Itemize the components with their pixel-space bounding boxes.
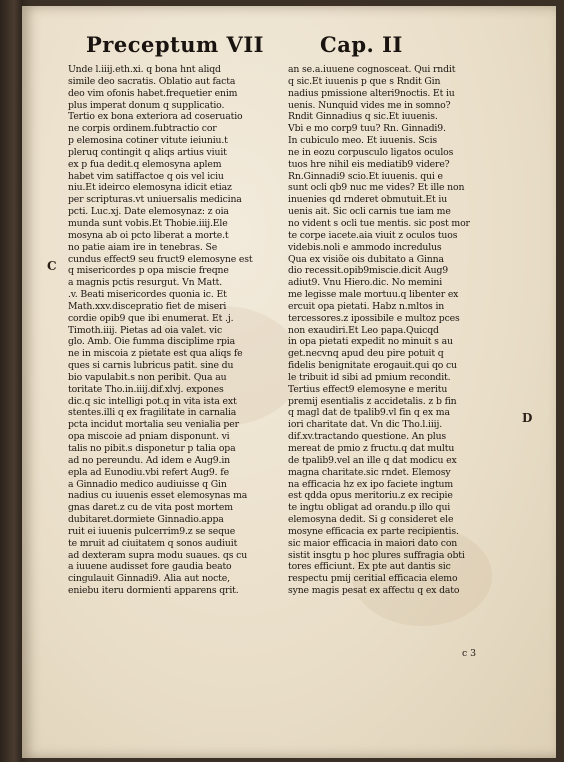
text-line: Tertio ex bona exteriora ad coseruatio bbox=[68, 111, 243, 123]
text-column-right bbox=[288, 64, 520, 597]
header-title-right: Cap. II bbox=[320, 32, 403, 57]
text-line: toritate Tho.in.iiij.dif.xlvj. expones bbox=[68, 383, 224, 395]
text-line: gnas daret.z cu de vita post mortem bbox=[68, 502, 233, 514]
text-line: mosyne efficacia ex parte recipientis. bbox=[288, 525, 459, 537]
text-line: Tertius effect9 elemosyne e meritu bbox=[288, 383, 448, 395]
text-line: Qua ex visiõe ois dubitato a Ginna bbox=[288, 253, 444, 265]
text-line: sistit insgtu p hoc plures suffragia obti bbox=[288, 549, 465, 561]
text-line: In cubiculo meo. Et iuuenis. Scis bbox=[288, 135, 438, 147]
text-line: cundus effect9 seu fruct9 elemosyne est bbox=[68, 253, 253, 265]
text-line: Rn.Ginnadi9 scio.Et iuuenis. qui e bbox=[288, 170, 443, 182]
text-line: Math.xxv.discepratio fiet de miseri bbox=[68, 300, 227, 312]
text-line: inuenies qd rnderet obmutuit.Et iu bbox=[288, 194, 448, 206]
text-line: cingulauit Ginnadi9. Alia aut nocte, bbox=[68, 573, 230, 585]
margin-letter-c: C bbox=[47, 259, 57, 273]
text-line: no vident s ocli tue mentis. sic post mor bbox=[288, 217, 470, 229]
text-line: nadius cu iuuenis esset elemosynas ma bbox=[68, 490, 248, 502]
text-line: Timoth.iiij. Pietas ad oia valet. vic bbox=[68, 324, 223, 336]
text-line: tores efficiunt. Ex pte aut dantis sic bbox=[288, 561, 451, 573]
text-column-left bbox=[68, 64, 300, 597]
text-line: est qdda opus meritoriu.z ex recipie bbox=[288, 490, 453, 502]
text-line: plus imperat donum q supplicatio. bbox=[68, 99, 225, 111]
text-line: glo. Amb. Oie fumma disciplime rpia bbox=[68, 336, 235, 348]
text-line: cordie opib9 que ibi enumerat. Et .j. bbox=[68, 312, 234, 324]
text-line: munda sunt vobis.Et Thobie.iiij.Ele bbox=[68, 217, 228, 229]
text-line: pcti. Luc.xj. Date elemosynaz: z oia bbox=[68, 206, 229, 218]
margin-letter-d: D bbox=[522, 411, 533, 425]
text-line: sunt ocli qb9 nuc me vides? Et ille non bbox=[288, 182, 465, 194]
text-line: nadius pmissione alteri9noctis. Et iu bbox=[288, 87, 455, 99]
text-line: ne in miscoia z pietate est qua aliqs fe bbox=[68, 348, 243, 360]
text-line: bio vapulabit.s non peribit. Qua au bbox=[68, 371, 227, 383]
text-line: deo vim ofonis habet.frequetier enim bbox=[68, 87, 238, 99]
text-line: q sic.Et iuuenis p que s Rndit Gin bbox=[288, 75, 441, 87]
text-line: fidelis benignitate erogauit.qui qo cu bbox=[288, 360, 457, 372]
text-line: niu.Et ideirco elemosyna idicit etiaz bbox=[68, 182, 232, 194]
signature-mark: c 3 bbox=[462, 648, 477, 659]
text-line: dic.q sic intelligi pot.q in vita ista ext bbox=[68, 395, 237, 407]
text-line: in opa pietati expedit no minuit s au bbox=[288, 336, 453, 348]
text-line: iori charitate dat. Vn dic Tho.l.iiij. bbox=[288, 419, 443, 431]
text-line: Rndit Ginnadius q sic.Et iuuenis. bbox=[288, 111, 438, 123]
text-line: opa miscoie ad pniam disponunt. vi bbox=[68, 431, 230, 443]
text-line: magna charitate.sic rndet. Elemosy bbox=[288, 466, 451, 478]
text-line: te ingtu obligat ad orandu.p illo qui bbox=[288, 502, 451, 514]
text-line: dubitaret.dormiete Ginnadio.appa bbox=[68, 514, 224, 526]
text-line: le tribuit id sibi ad pmium recondit. bbox=[288, 371, 451, 383]
text-line: me legisse male mortuu.q libenter ex bbox=[288, 289, 459, 301]
text-line: ad dexteram supra modu suaues. qs cu bbox=[68, 549, 248, 561]
text-line: ne corpis ordinem.fubtractio cor bbox=[68, 123, 217, 135]
text-line: ques si carnis lubricus patit. sine du bbox=[68, 360, 234, 372]
text-line: habet vim satiffactoe q ois vel iciu bbox=[68, 170, 224, 182]
text-line: Vbi e mo corp9 tuu? Rn. Ginnadi9. bbox=[288, 123, 446, 135]
text-line: uenis. Nunquid vides me in somno? bbox=[288, 99, 451, 111]
text-line: stentes.illi q ex fragilitate in carnalia bbox=[68, 407, 237, 419]
text-line: ne in eozu corpusculo ligatos oculos bbox=[288, 146, 454, 158]
text-line: respectu pmij ceritial efficacia elemo bbox=[288, 573, 458, 585]
text-line: syne magis pesat ex affectu q ex dato bbox=[288, 585, 460, 597]
text-line: videbis.noli e ammodo incredulus bbox=[288, 241, 442, 253]
text-line: elemosyna dedit. Si g consideret ele bbox=[288, 514, 454, 526]
text-line: ruit ei iuuenis pulcerrim9.z se seque bbox=[68, 525, 236, 537]
text-line: .v. Beati misericordes quonia ic. Et bbox=[68, 289, 227, 301]
text-line: mereat de pmio z fructu.q dat multu bbox=[288, 443, 455, 454]
text-line: na efficacia hz ex ipo faciete ingtum bbox=[288, 478, 454, 490]
text-line: te corpe iacete.aia viuit z oculos tuos bbox=[288, 229, 458, 241]
running-header bbox=[22, 28, 556, 62]
header-title-left: Preceptum VII bbox=[86, 32, 264, 57]
text-line: ex p fua dedit.q elemosyna aplem bbox=[68, 158, 222, 170]
text-line: no patie aiam ire in tenebras. Se bbox=[68, 241, 218, 253]
text-line: adiut9. Vnu Hiero.dic. No memini bbox=[288, 277, 443, 289]
text-line: q misericordes p opa miscie freqne bbox=[68, 265, 229, 277]
text-line: per scripturas.vt uniuersalis medicina bbox=[68, 194, 242, 206]
text-line: uenis ait. Sic ocli carnis tue iam me bbox=[288, 206, 451, 218]
text-line: tercessores.z ipossibile e multoz pces bbox=[288, 312, 460, 324]
text-line: a magnis pctis resurgut. Vn Matt. bbox=[68, 277, 223, 289]
text-line: dio recessit.opib9miscie.dicit Aug9 bbox=[288, 265, 449, 277]
text-line: dif.xv.tractando questione. An plus bbox=[288, 431, 447, 443]
text-line: a Ginnadio medico audiuisse q Gin bbox=[68, 478, 227, 490]
text-line: mosyna ab oi pcto liberat a morte.t bbox=[68, 229, 229, 241]
text-line: premij esentialis z accidetalis. z b fin bbox=[288, 395, 457, 407]
text-line: eniebu iteru dormienti apparens qrit. bbox=[68, 585, 239, 597]
text-line: an se.a.iuuene cognosceat. Qui rndit bbox=[288, 64, 456, 75]
text-line: get.necvnq apud deu pire potuit q bbox=[288, 348, 444, 360]
text-line: epla ad Eunodiu.vbi refert Aug9. fe bbox=[68, 466, 229, 478]
text-line: talis no pibit.s disponetur p talia opa bbox=[68, 443, 236, 454]
text-line: simile deo sacratis. Oblatio aut facta bbox=[68, 75, 236, 87]
text-line: a iuuene audisset fore gaudia beato bbox=[68, 561, 232, 573]
text-line: p elemosina cotiner vitute ieiuniu.t bbox=[68, 135, 228, 147]
text-line: pcta incidut mortalia seu venialia per bbox=[68, 419, 239, 431]
text-line: Unde l.iiij.eth.xi. q bona hnt aliqd bbox=[68, 64, 221, 75]
text-line: ercuit opa pietati. Habz n.mltos in bbox=[288, 300, 445, 312]
text-line: pleruq contingit q aliqs artius viuit bbox=[68, 146, 227, 158]
text-line: sic maior efficacia in maiori dato con bbox=[288, 537, 458, 549]
book-page bbox=[22, 6, 556, 758]
text-line: non exaudiri.Et Leo papa.Quicqd bbox=[288, 324, 439, 336]
text-line: ad no pereundu. Ad idem e Aug9.in bbox=[68, 454, 231, 466]
text-line: te mruit ad ciuitatem q sonos audiuit bbox=[68, 537, 238, 549]
text-line: tuos hre nihil eis mediatib9 videre? bbox=[288, 158, 450, 170]
text-line: de tpalib9.vel an ille q dat modicu ex bbox=[288, 454, 457, 466]
text-line: q magl dat de tpalib9.vl fin q ex ma bbox=[288, 407, 450, 419]
